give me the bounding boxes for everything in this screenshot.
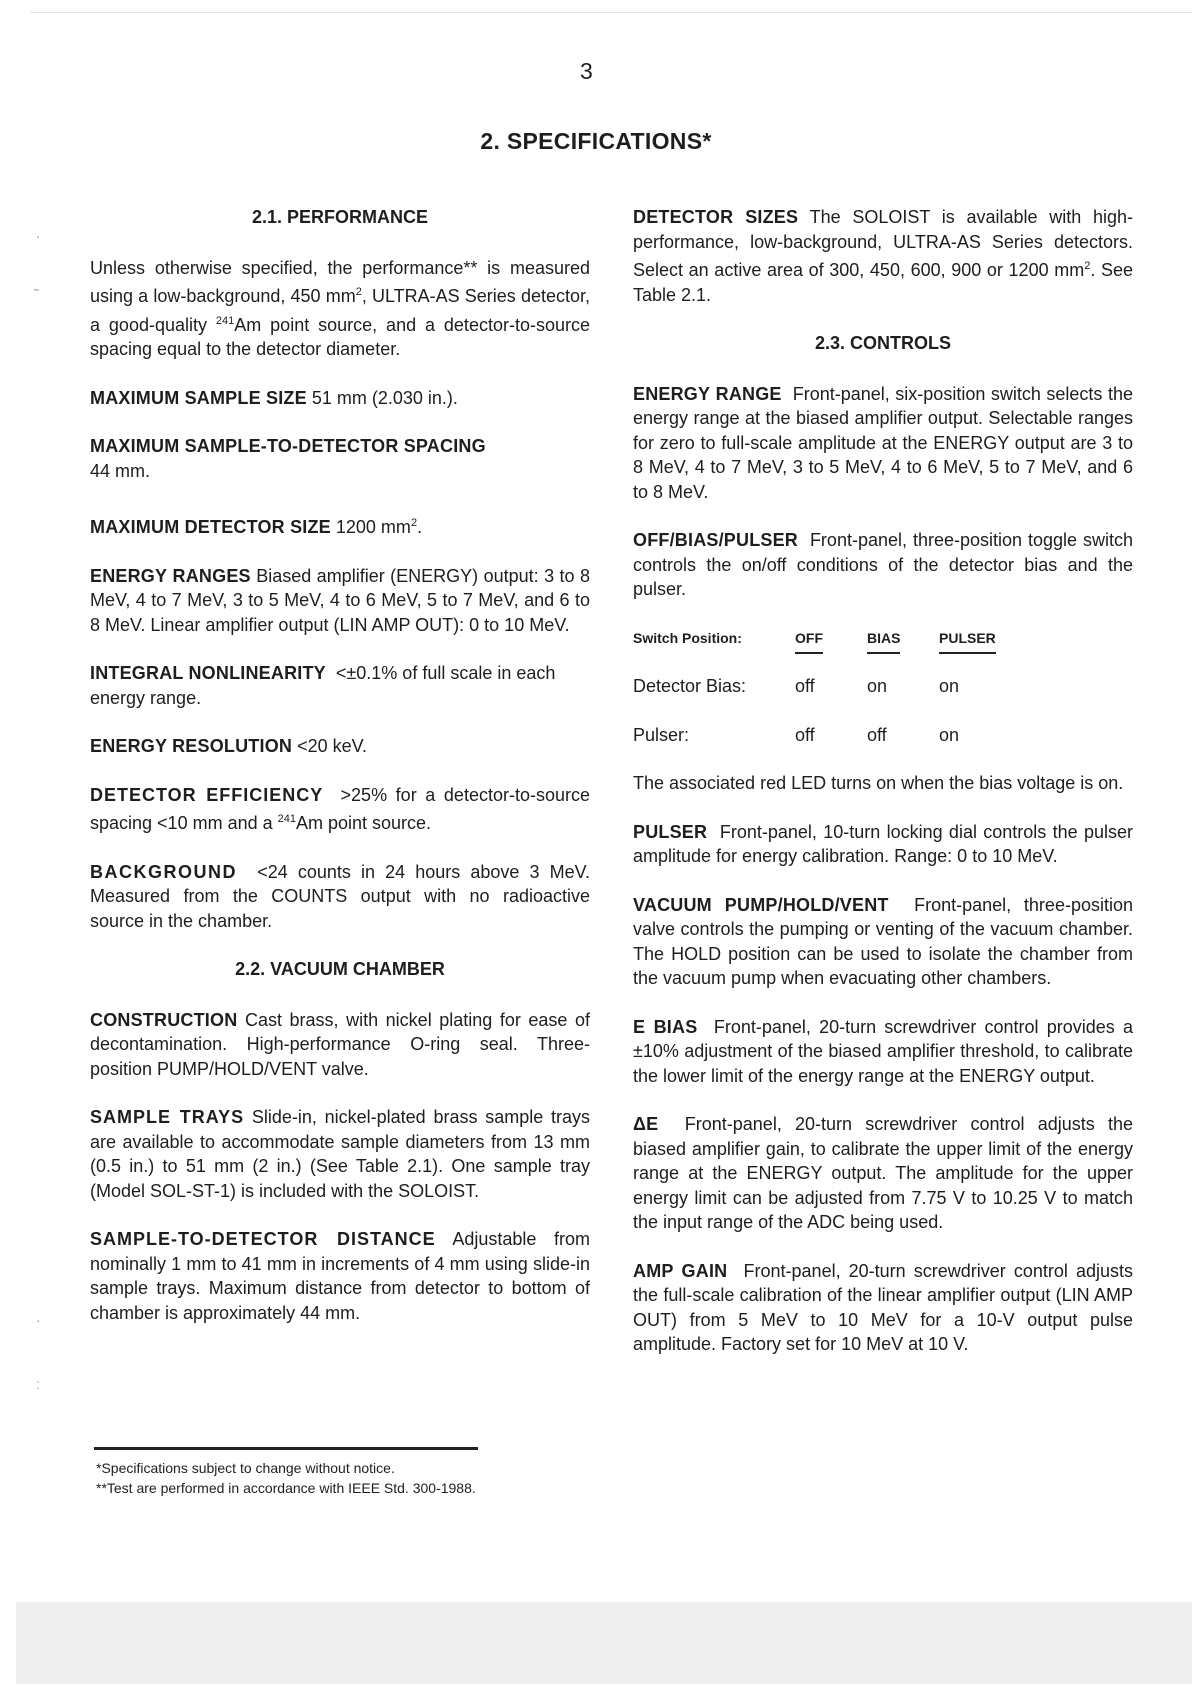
control-text: Front-panel, 20-turn screwdriver control adjusts the full-scale calibration of the linear amplifier output (LIN AMP OUT) from 5 MeV to 10 MeV for a 10-V output pulse amplitude. Factory set for 10 MeV at 10 V. bbox=[633, 1260, 1133, 1354]
control-text: Front-panel, 10-turn locking dial controls the pulser amplitude for energy calibration. Range: 0 to 10 MeV. bbox=[633, 821, 1133, 866]
section-heading-controls: 2.3. CONTROLS bbox=[814, 333, 952, 353]
section-heading-vacuum-chamber: 2.2. VACUUM CHAMBER bbox=[235, 959, 445, 979]
table-cell: off bbox=[867, 724, 887, 745]
spec-max-sample-size bbox=[90, 386, 590, 411]
spec-sample-trays bbox=[90, 1105, 590, 1203]
control-text: Front-panel, three-position toggle switch controls the on/off conditions of the detector bias and the pulser. bbox=[633, 530, 1133, 599]
control-amp-gain bbox=[633, 1259, 1133, 1357]
spec-label: MAXIMUM DETECTOR SIZE bbox=[90, 517, 331, 537]
control-vacuum-pump-hold-vent bbox=[633, 893, 1133, 991]
performance-intro bbox=[90, 256, 590, 362]
spec-text: Slide-in, nickel-plated brass sample trays are available to accommodate sample diameters from 13 mm (0.5 in.) to 51 mm (2 in.) (See Table 2.1). One sample tray (Model SOL-ST-1) is included with the SOLOIST. bbox=[90, 1107, 590, 1201]
control-off-bias-pulser bbox=[633, 528, 1133, 602]
spec-integral-nonlinearity bbox=[90, 661, 590, 710]
switch-position-table bbox=[633, 626, 1133, 748]
control-delta-e bbox=[633, 1112, 1133, 1235]
spec-detector-sizes bbox=[633, 205, 1133, 307]
spec-text: The SOLOIST is available with high-performance, low-background, ULTRA-AS Series detectors. Select an active area of 300, 450, 600, 900 or 1200 mm bbox=[633, 207, 1133, 280]
switch-table-header bbox=[633, 626, 1133, 655]
spec-label: ENERGY RESOLUTION bbox=[90, 736, 293, 756]
spec-superscript: 241 bbox=[277, 813, 296, 825]
spec-label: SAMPLE-TO-DETECTOR DISTANCE bbox=[90, 1229, 436, 1249]
scan-speck: : bbox=[36, 1376, 40, 1392]
led-note: The associated red LED turns on when the bias voltage is on. bbox=[633, 773, 1124, 793]
spec-text-end: . bbox=[417, 517, 423, 537]
footnote-divider bbox=[94, 1447, 478, 1450]
control-label: PULSER bbox=[633, 821, 708, 842]
spec-construction bbox=[90, 1008, 590, 1082]
spec-detector-efficiency bbox=[90, 783, 590, 836]
control-text: Front-panel, six-position switch selects the energy range at the biased amplifier output. Selectable ranges for zero to full-scale amplitude at the ENERGY output are 3 to 8 MeV, 4 to 7 MeV, 3 to 5 MeV, 4 to 6 MeV, 5 to 7 MeV, and 6 to 8 MeV. bbox=[633, 383, 1133, 502]
spec-label: MAXIMUM SAMPLE SIZE bbox=[90, 387, 307, 408]
table-cell: Pulser: bbox=[633, 724, 690, 745]
table-row bbox=[633, 723, 1133, 748]
scan-speck: ˜ bbox=[34, 286, 39, 302]
page-title: 2. SPECIFICATIONS* bbox=[480, 128, 712, 154]
intro-superscript: 2 bbox=[355, 286, 362, 298]
table-cell: on bbox=[939, 676, 960, 696]
spec-superscript: 2 bbox=[410, 517, 418, 529]
spec-superscript: 2 bbox=[1084, 260, 1091, 272]
control-label: AMP GAIN bbox=[633, 1260, 728, 1281]
table-cell: off bbox=[795, 676, 815, 696]
right-column bbox=[633, 205, 1133, 1381]
spec-label: INTEGRAL NONLINEARITY bbox=[90, 663, 326, 683]
spec-text: Cast brass, with nickel plating for ease of decontamination. High-performance O-ring seal. Three-position PUMP/HOLD/VENT valve. bbox=[90, 1009, 590, 1079]
spec-max-spacing bbox=[90, 434, 590, 483]
scan-top-edge bbox=[30, 12, 1192, 13]
table-cell: on bbox=[939, 724, 960, 745]
spec-label: DETECTOR EFFICIENCY bbox=[90, 784, 324, 805]
intro-isotope-superscript: 241 bbox=[215, 314, 235, 327]
control-label: ΔE bbox=[633, 1114, 659, 1134]
spec-label: CONSTRUCTION bbox=[90, 1009, 238, 1030]
intro-text-b: , ULTRA-AS Series detector, a good-quality bbox=[90, 286, 590, 335]
section-heading-performance: 2.1. PERFORMANCE bbox=[251, 207, 429, 227]
control-energy-range bbox=[633, 382, 1133, 505]
control-pulser bbox=[633, 820, 1133, 869]
spec-text: >25% for a detector-to-source spacing <10 mm and a bbox=[90, 784, 590, 833]
control-text: Front-panel, three-position valve controls the pumping or venting of the vacuum chamber. The HOLD position can be used to isolate the chamber from the vacuum pump when evacuating other chambers. bbox=[633, 894, 1133, 988]
control-e-bias bbox=[633, 1015, 1133, 1089]
spec-sample-distance bbox=[90, 1227, 590, 1325]
footnote-specifications: *Specifications subject to change without notice. bbox=[96, 1460, 395, 1476]
spec-text-end: Am point source. bbox=[295, 813, 432, 833]
left-column bbox=[90, 205, 590, 1349]
spec-label: SAMPLE TRAYS bbox=[90, 1107, 245, 1127]
footnotes bbox=[96, 1458, 476, 1498]
table-cell: off bbox=[795, 724, 815, 745]
spec-label: ENERGY RANGES bbox=[90, 565, 251, 586]
spec-text-end: . See Table 2.1. bbox=[633, 260, 1134, 305]
control-text: Front-panel, 20-turn screwdriver control provides a ±10% adjustment of the biased amplifier threshold, to calibrate the lower limit of the energy range at the ENERGY output. bbox=[633, 1016, 1133, 1086]
spec-label: DETECTOR SIZES bbox=[633, 207, 799, 227]
table-row bbox=[633, 674, 1133, 699]
control-label: E BIAS bbox=[633, 1016, 698, 1037]
scan-bottom-shade bbox=[16, 1602, 1192, 1684]
spec-background bbox=[90, 860, 590, 934]
spec-max-detector-size bbox=[90, 511, 590, 540]
spec-text: Adjustable from nominally 1 mm to 41 mm in increments of 4 mm using slide-in sample trays. Maximum distance from detector to bottom of chamber is approximately 44 mm. bbox=[90, 1229, 591, 1323]
control-label: ENERGY RANGE bbox=[633, 383, 782, 404]
footnote-ieee: **Test are performed in accordance with IEEE Std. 300-1988. bbox=[96, 1480, 476, 1496]
control-text: Front-panel, 20-turn screwdriver control adjusts the biased amplifier gain, to calibrate the upper limit of the energy range at the ENERGY output. The amplitude for the upper energy limit can be adjusted from 7.75 V to 10.25 V to match the input range of the ADC being used. bbox=[633, 1114, 1133, 1232]
switch-header-off: OFF bbox=[795, 626, 823, 655]
page-number: 3 bbox=[580, 58, 593, 84]
spec-energy-resolution bbox=[90, 734, 590, 759]
spec-text: Biased amplifier (ENERGY) output: 3 to 8 MeV, 4 to 7 MeV, 3 to 5 MeV, 4 to 6 MeV, 5 to 7 MeV, and 6 to 8 MeV. Linear amplifier output (LIN AMP OUT): 0 to 10 MeV. bbox=[90, 565, 590, 635]
intro-text-c: Am point source, and a detector-to-source spacing equal to the detector diameter. bbox=[90, 314, 590, 359]
spec-energy-ranges bbox=[90, 564, 590, 638]
spec-text: 44 mm. bbox=[90, 460, 151, 481]
spec-text: 51 mm (2.030 in.). bbox=[311, 387, 458, 408]
switch-header-position: Switch Position: bbox=[633, 629, 742, 646]
scan-speck: · bbox=[36, 1312, 41, 1328]
control-label: VACUUM PUMP/HOLD/VENT bbox=[633, 894, 889, 915]
spec-label: MAXIMUM SAMPLE-TO-DETECTOR SPACING bbox=[90, 436, 486, 456]
table-cell: on bbox=[867, 676, 888, 696]
intro-text-a: Unless otherwise specified, the performance** is measured using a low-background, 450 mm bbox=[90, 257, 590, 306]
table-cell: Detector Bias: bbox=[633, 676, 747, 696]
scan-speck: · bbox=[36, 228, 41, 244]
switch-header-pulser: PULSER bbox=[939, 626, 996, 655]
spec-text: <±0.1% of full scale in each energy range. bbox=[90, 663, 556, 708]
spec-text: 1200 mm bbox=[335, 517, 411, 537]
spec-text: <20 keV. bbox=[297, 736, 368, 756]
spec-text: <24 counts in 24 hours above 3 MeV. Measured from the COUNTS output with no radioactive source in the chamber. bbox=[90, 861, 590, 931]
control-label: OFF/BIAS/PULSER bbox=[633, 530, 799, 550]
spec-label: BACKGROUND bbox=[90, 861, 237, 882]
switch-header-bias: BIAS bbox=[867, 626, 900, 655]
